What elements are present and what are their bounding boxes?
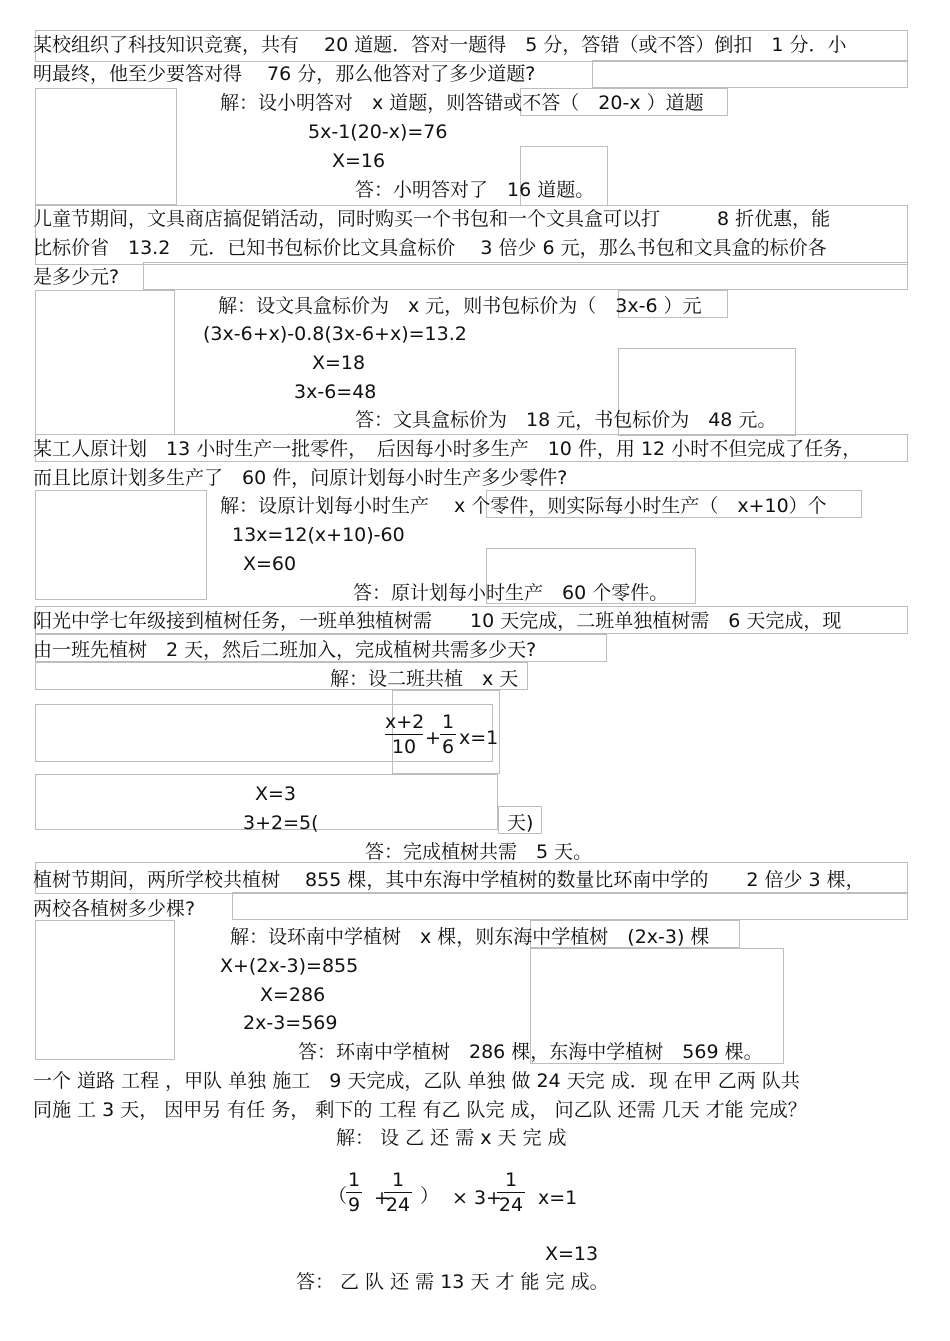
fraction-bar <box>384 1192 412 1193</box>
problem-6-open-paren: （ <box>328 1185 348 1207</box>
problem-1-answer: 答：小明答对了 16 道题。 <box>355 179 595 201</box>
problem-4-fraction-1 <box>385 711 423 758</box>
problem-2-result: X=18 <box>312 352 366 374</box>
fraction-bar <box>346 1192 362 1193</box>
problem-4-answer: 答：完成植树共需 5 天。 <box>365 841 593 863</box>
problem-6-close-paren: ） <box>420 1185 440 1207</box>
fraction-bar <box>497 1192 525 1193</box>
problem-6-answer: 答： 乙 队 还 需 13 天 才 能 完 成。 <box>296 1271 609 1293</box>
problem-4-plus: + <box>425 727 441 749</box>
fraction-denominator: 6 <box>441 736 455 758</box>
problem-2-solution-setup: 解：设文具盒标价为 x 元，则书包标价为（ 3x-6 ）元 <box>218 295 702 317</box>
problem-4-result: X=3 <box>255 783 297 805</box>
fraction-bar <box>440 734 456 735</box>
problem-5-equation: X+(2x-3)=855 <box>220 955 359 977</box>
layout-box <box>592 60 908 88</box>
problem-4-solution-setup: 解：设二班共植 x 天 <box>330 668 519 690</box>
problem-2-result-2: 3x-6=48 <box>294 381 377 403</box>
problem-5-result: X=286 <box>260 984 326 1006</box>
problem-6-plus: + <box>374 1187 390 1209</box>
problem-4-question-line-1: 阳光中学七年级接到植树任务，一班单独植树需 10 天完成，二班单独植树需 6 天完成，现 <box>33 610 842 632</box>
fraction-numerator: 1 <box>391 1169 405 1191</box>
layout-box <box>35 920 175 1060</box>
layout-box <box>35 290 175 435</box>
problem-3-result: X=60 <box>243 553 297 575</box>
problem-5-solution-setup: 解：设环南中学植树 x 棵，则东海中学植树 (2x-3) 棵 <box>230 926 710 948</box>
layout-box <box>232 892 908 920</box>
problem-4-total-unit: 天) <box>507 812 534 834</box>
problem-5-question-line-1: 植树节期间，两所学校共植树 855 棵，其中东海中学植树的数量比环南中学的 2 倍少 3 棵， <box>33 869 865 891</box>
problem-6-fraction-2 <box>384 1169 412 1216</box>
fraction-bar <box>385 734 423 735</box>
problem-6-solution-setup: 解： 设 乙 还 需 x 天 完 成 <box>336 1127 567 1149</box>
layout-box <box>35 490 207 600</box>
problem-3-solution-setup: 解：设原计划每小时生产 x 个零件，则实际每小时生产（ x+10）个 <box>220 495 827 517</box>
problem-6-fraction-1 <box>346 1169 362 1216</box>
layout-box <box>35 88 177 205</box>
problem-4-question-line-2: 由一班先植树 2 天，然后二班加入，完成植树共需多少天? <box>33 639 537 661</box>
problem-3-answer: 答：原计划每小时生产 60 个零件。 <box>353 582 669 604</box>
problem-6-result: X=13 <box>545 1243 599 1265</box>
fraction-numerator: x+2 <box>385 711 425 733</box>
fraction-numerator: 1 <box>347 1169 361 1191</box>
problem-5-question-line-2: 两校各植树多少棵? <box>33 898 196 920</box>
problem-1-result: X=16 <box>332 150 386 172</box>
problem-6-question-line-1: 一个 道路 工程 ，甲队 单独 施工 9 天完成，乙队 单独 做 24 天完 成．现 在甲 乙两 队共 <box>33 1070 800 1092</box>
problem-2-question-line-1: 儿童节期间，文具商店搞促销活动，同时购买一个书包和一个文具盒可以打 8 折优惠，能 <box>33 208 831 230</box>
problem-4-equation-tail: x=1 <box>459 727 499 749</box>
fraction-numerator: 1 <box>441 711 455 733</box>
problem-1-question-line-2: 明最终，他至少要答对得 76 分，那么他答对了多少道题? <box>33 63 536 85</box>
problem-1-question-line-1: 某校组织了科技知识竞赛，共有 20 道题．答对一题得 5 分，答错（或不答）倒扣 1 分．小 <box>33 34 847 56</box>
fraction-denominator: 10 <box>391 736 417 758</box>
problem-3-question-line-1: 某工人原计划 13 小时生产一批零件， 后因每小时多生产 10 件，用 12 小时不但完成了任务， <box>33 438 862 460</box>
problem-6-equation-tail: x=1 <box>538 1187 578 1209</box>
fraction-numerator: 1 <box>504 1169 518 1191</box>
problem-1-equation: 5x-1(20-x)=76 <box>308 121 448 143</box>
problem-1-solution-setup: 解：设小明答对 x 道题，则答错或不答（ 20-x ）道题 <box>220 92 704 114</box>
problem-2-question-line-2: 比标价省 13.2 元．已知书包标价比文具盒标价 3 倍少 6 元，那么书包和文具盒的标价各 <box>33 237 827 259</box>
problem-5-result-2: 2x-3=569 <box>243 1012 338 1034</box>
problem-2-equation: (3x-6+x)-0.8(3x-6+x)=13.2 <box>203 323 467 345</box>
fraction-denominator: 24 <box>498 1194 524 1216</box>
problem-4-total: 3+2=5( <box>243 812 319 834</box>
problem-5-answer: 答：环南中学植树 286 棵，东海中学植树 569 棵。 <box>298 1041 763 1063</box>
problem-2-question-line-3: 是多少元? <box>33 266 120 288</box>
problem-3-equation: 13x=12(x+10)-60 <box>232 524 405 546</box>
layout-box <box>143 262 908 290</box>
problem-4-fraction-2 <box>440 711 456 758</box>
problem-6-times-three: × 3+ <box>452 1187 502 1209</box>
problem-2-answer: 答：文具盒标价为 18 元，书包标价为 48 元。 <box>355 409 777 431</box>
fraction-denominator: 24 <box>385 1194 411 1216</box>
problem-3-question-line-2: 而且比原计划多生产了 60 件，问原计划每小时生产多少零件? <box>33 467 568 489</box>
problem-6-question-line-2: 同施 工 3 天， 因甲另 有任 务， 剩下的 工程 有乙 队完 成， 问乙队 还需 几天 才能 完成？ <box>33 1099 807 1121</box>
fraction-denominator: 9 <box>347 1194 361 1216</box>
problem-6-fraction-3 <box>497 1169 525 1216</box>
